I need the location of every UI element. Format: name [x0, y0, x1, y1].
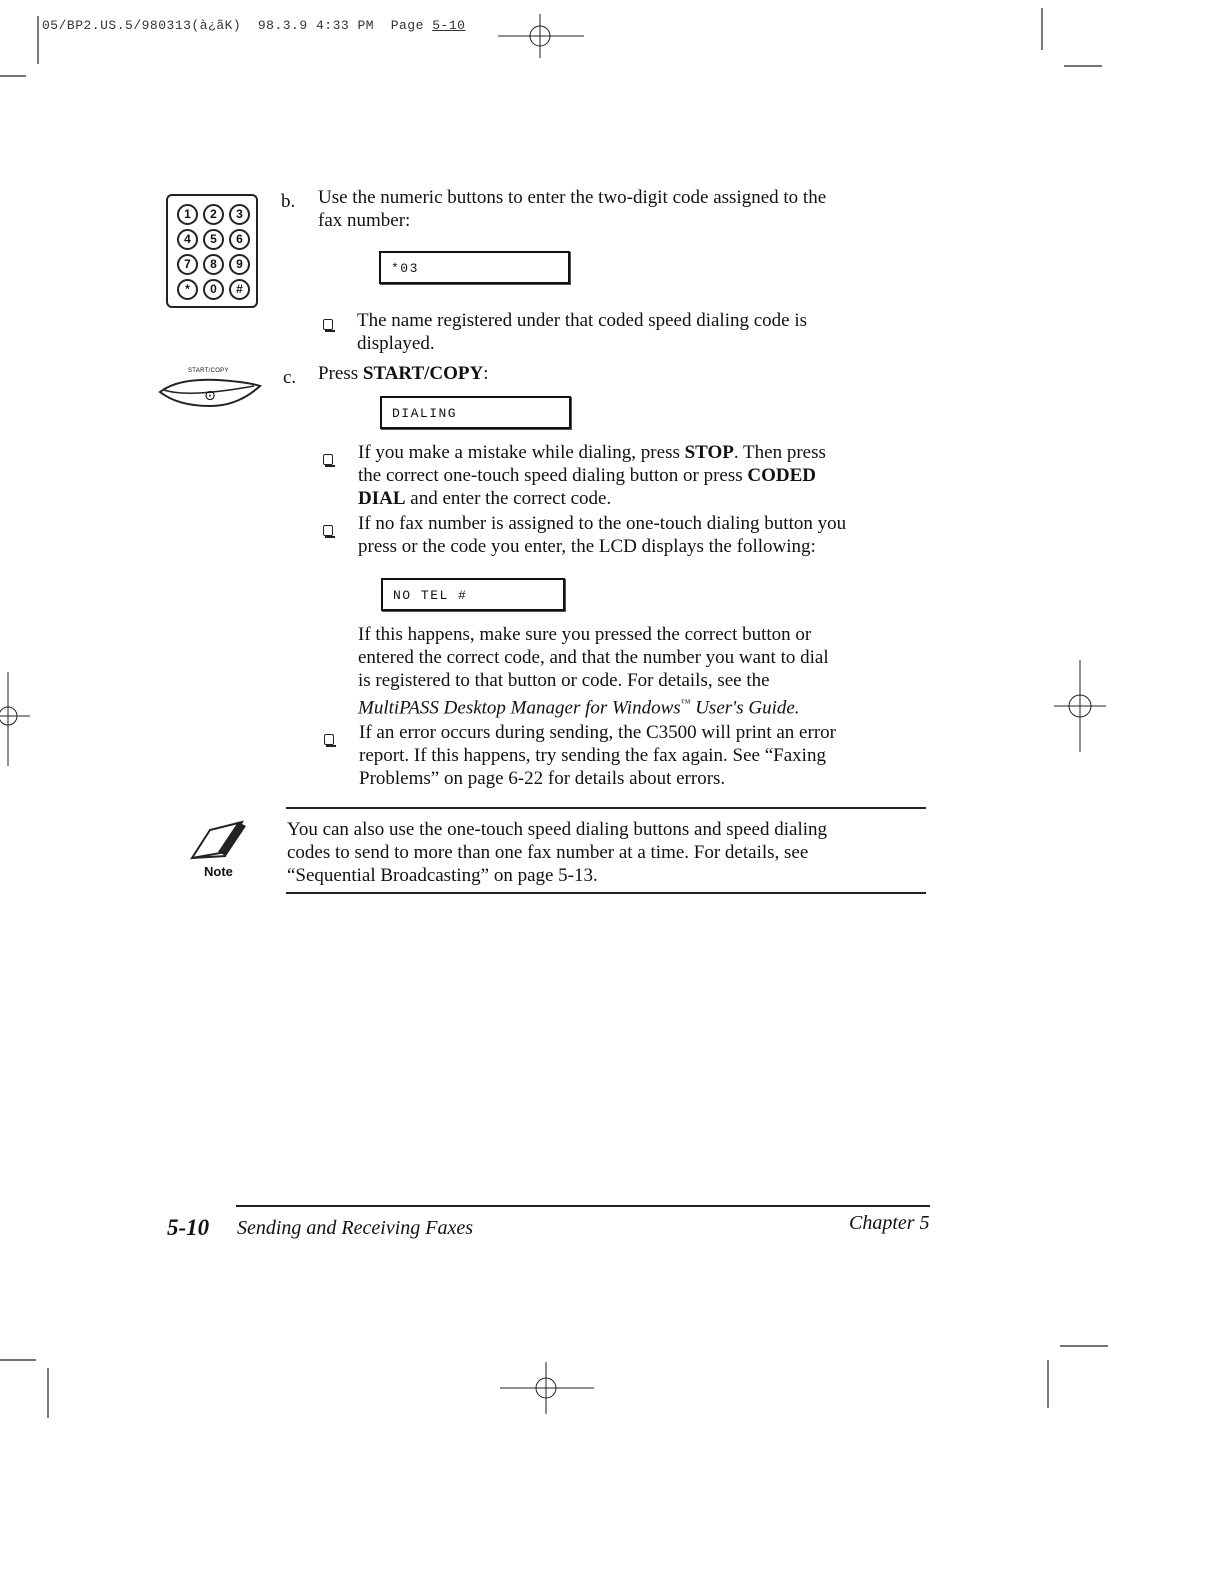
- note-label: Note: [204, 864, 233, 879]
- guide-title-end: User's Guide.: [695, 697, 800, 719]
- checkbox-bullet-icon: [324, 734, 334, 745]
- key-0-icon: 0: [203, 279, 224, 300]
- step-c-button: START/COPY: [362, 363, 484, 384]
- lcd-display-no-tel: NO TEL #: [381, 578, 565, 611]
- registration-mark-right: [1054, 660, 1106, 752]
- bullet-error-line1: If an error occurs during sending, the C3500 will print an error: [359, 722, 836, 743]
- key-star-icon: *: [177, 279, 198, 300]
- footer-chapter: Chapter 5: [849, 1212, 930, 1234]
- note-line1: You can also use the one-touch speed dialing buttons and speed dialing: [287, 819, 827, 840]
- paragraph-line3: is registered to that button or code. For details, see the: [358, 670, 770, 691]
- start-symbol-icon: ⊙: [204, 388, 216, 404]
- bullet-name-line2: displayed.: [357, 333, 435, 354]
- note-top-rule: [286, 807, 926, 809]
- registration-mark-top: [498, 14, 584, 58]
- stop-key-name: STOP: [684, 442, 734, 463]
- trademark-symbol: ™: [680, 698, 691, 709]
- registration-mark-left: [0, 672, 30, 766]
- key-7-icon: 7: [177, 254, 198, 275]
- note-pencil-icon: [188, 816, 252, 866]
- key-hash-icon: #: [229, 279, 250, 300]
- key-6-icon: 6: [229, 229, 250, 250]
- step-c-label: c.: [283, 367, 297, 388]
- paragraph-line2: entered the correct code, and that the number you want to dial: [358, 647, 829, 668]
- bullet-name-registered: [357, 309, 807, 355]
- bullet-no-fax-line1: If no fax number is assigned to the one-touch dialing button you: [358, 513, 847, 534]
- step-b-label: b.: [281, 191, 296, 212]
- print-date: 98.3.9: [257, 18, 308, 33]
- lcd-display-dialing: DIALING: [380, 396, 571, 429]
- key-5-icon: 5: [203, 229, 224, 250]
- step-c-press: Press: [318, 363, 359, 384]
- bullet-mistake-line1-end: . Then press: [733, 442, 826, 463]
- note-line2: codes to send to more than one fax number at a time. For details, see: [287, 842, 809, 863]
- print-page-label: Page: [390, 18, 424, 33]
- print-job-id: 05/BP2.US.5/980313(à¿ãK): [42, 18, 242, 33]
- bullet-mistake-line2: the correct one-touch speed dialing button or press: [358, 465, 743, 486]
- key-1-icon: 1: [177, 204, 198, 225]
- footer-section-title: Sending and Receiving Faxes: [237, 1217, 474, 1239]
- step-b-text: [318, 186, 826, 232]
- key-2-icon: 2: [203, 204, 224, 225]
- dial-key-name: DIAL: [358, 488, 406, 509]
- bullet-error-line3: Problems” on page 6-22 for details about errors.: [359, 768, 726, 789]
- print-time: 4:33 PM: [315, 18, 375, 33]
- checkbox-bullet-icon: [323, 525, 333, 536]
- bullet-error-line2: report. If this happens, try sending the fax again. See “Faxing: [359, 745, 826, 766]
- key-9-icon: 9: [229, 254, 250, 275]
- checkbox-bullet-icon: [323, 319, 333, 330]
- step-b-line2: fax number:: [318, 210, 411, 231]
- note-text: [287, 818, 827, 887]
- coded-key-name: CODED: [747, 465, 817, 486]
- bullet-mistake: [358, 441, 826, 510]
- bullet-error-report: [359, 721, 836, 790]
- paragraph-if-this-happens: [358, 623, 829, 719]
- bullet-no-fax-number: [358, 512, 846, 558]
- key-3-icon: 3: [229, 204, 250, 225]
- note-line3: “Sequential Broadcasting” on page 5-13.: [287, 865, 598, 886]
- lcd-display-code: *03: [379, 251, 570, 284]
- registration-mark-bottom: [500, 1362, 594, 1414]
- bullet-mistake-line3: and enter the correct code.: [410, 488, 612, 509]
- key-4-icon: 4: [177, 229, 198, 250]
- print-page-ref: 5-10: [432, 18, 466, 33]
- checkbox-bullet-icon: [323, 454, 333, 465]
- paragraph-line1: If this happens, make sure you pressed the correct button or: [358, 624, 812, 645]
- start-copy-icon-label: START/COPY: [188, 368, 229, 374]
- note-bottom-rule: [286, 892, 926, 894]
- guide-title: MultiPASS Desktop Manager for Windows: [358, 697, 681, 719]
- bullet-mistake-line1: If you make a mistake while dialing, press: [358, 442, 680, 463]
- bullet-no-fax-line2: press or the code you enter, the LCD displays the following:: [358, 536, 816, 557]
- step-b-line1: Use the numeric buttons to enter the two-digit code assigned to the: [318, 187, 827, 208]
- footer-rule: [236, 1205, 930, 1207]
- step-c-colon: :: [483, 363, 489, 384]
- numeric-keypad-icon: [166, 194, 258, 308]
- start-copy-button-icon: [158, 374, 262, 410]
- key-8-icon: 8: [203, 254, 224, 275]
- step-c-text: [318, 362, 489, 385]
- bullet-name-line1: The name registered under that coded speed dialing code is: [357, 310, 808, 331]
- footer-page-number: 5-10: [167, 1215, 210, 1240]
